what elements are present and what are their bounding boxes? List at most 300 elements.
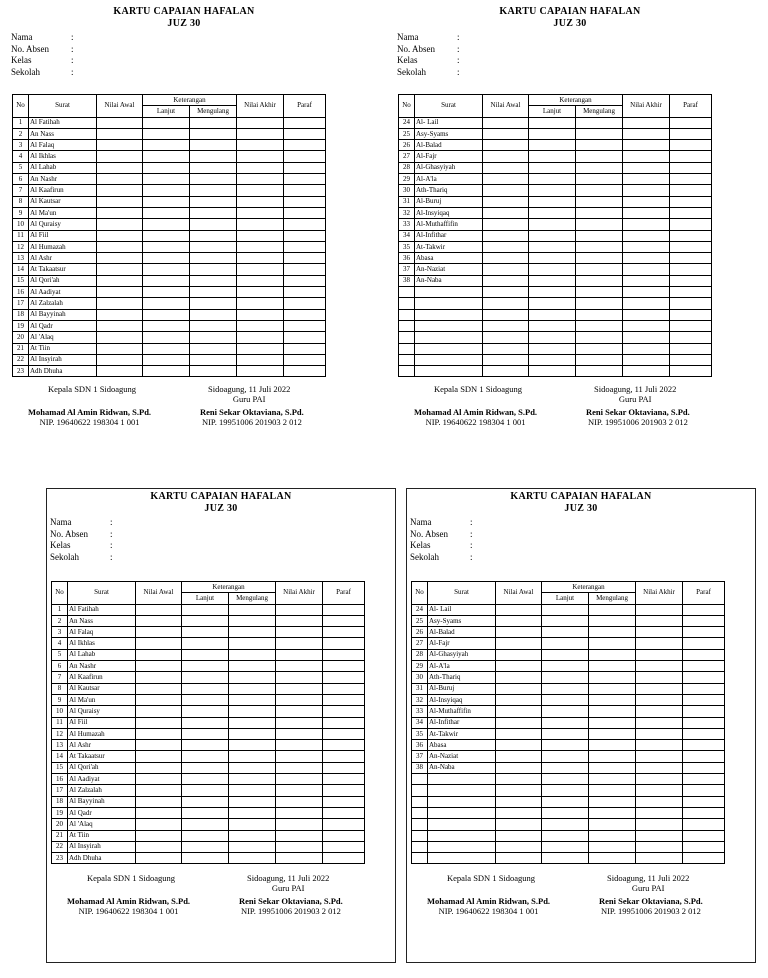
cell-surat: An Nass <box>29 128 97 139</box>
cell-nilai-akhir <box>636 774 683 785</box>
cell-no: 13 <box>13 253 29 264</box>
cell-no: 33 <box>399 219 415 230</box>
signature-left-nip: NIP. 19640622 198304 1 001 <box>438 906 539 916</box>
table-row <box>399 320 712 331</box>
cell-paraf <box>284 253 326 264</box>
table-row <box>52 717 365 728</box>
cell-lanjut <box>542 807 589 818</box>
header-paraf: Paraf <box>284 95 326 118</box>
signature-left-name: Mohamad Al Amin Ridwan, S.Pd. <box>28 407 152 417</box>
table-row <box>13 128 326 139</box>
cell-surat: An Nashr <box>29 174 97 185</box>
header-nilai-awal: Nilai Awal <box>496 582 542 605</box>
cell-surat: At-Takwir <box>428 728 496 739</box>
table-row <box>412 796 725 807</box>
cell-no: 8 <box>52 683 68 694</box>
cell-paraf <box>284 343 326 354</box>
cell-no: 30 <box>399 185 415 196</box>
cell-no: 10 <box>13 219 29 230</box>
cell-surat: Al Qori'ah <box>29 275 97 286</box>
cell-lanjut <box>182 830 229 841</box>
cell-lanjut <box>143 287 190 298</box>
cell-mengulang <box>576 354 623 365</box>
cell-surat <box>415 309 483 320</box>
table-row <box>412 638 725 649</box>
cell-lanjut <box>529 128 576 139</box>
table-row <box>399 174 712 185</box>
cell-nilai-awal <box>496 751 542 762</box>
cell-mengulang <box>190 264 237 275</box>
cell-paraf <box>670 343 712 354</box>
header-surat: Surat <box>428 582 496 605</box>
cell-surat: Al Humazah <box>29 241 97 252</box>
cell-surat: Al Insyirah <box>68 841 136 852</box>
cell-lanjut <box>529 196 576 207</box>
cell-nilai-akhir <box>276 706 323 717</box>
cell-mengulang <box>190 366 237 377</box>
cell-mengulang <box>589 796 636 807</box>
cell-mengulang <box>589 728 636 739</box>
cell-nilai-akhir <box>276 604 323 615</box>
cell-mengulang <box>589 830 636 841</box>
cell-paraf <box>284 320 326 331</box>
cell-no: 25 <box>412 615 428 626</box>
cell-paraf <box>683 774 725 785</box>
cell-no: 37 <box>399 264 415 275</box>
table-row <box>52 627 365 638</box>
cell-lanjut <box>182 819 229 830</box>
table-row <box>399 151 712 162</box>
cell-paraf <box>323 627 365 638</box>
cell-paraf <box>670 207 712 218</box>
cell-no: 2 <box>13 128 29 139</box>
cell-no: 35 <box>399 241 415 252</box>
cell-nilai-akhir <box>636 740 683 751</box>
header-mengulang: Mengulang <box>190 106 237 117</box>
signature-right-block <box>208 384 290 404</box>
cell-surat: Al Humazah <box>68 728 136 739</box>
cell-nilai-akhir <box>276 830 323 841</box>
cell-lanjut <box>529 185 576 196</box>
cell-no: 29 <box>399 174 415 185</box>
info-colon: : <box>457 43 460 54</box>
cell-nilai-akhir <box>276 819 323 830</box>
cell-no <box>399 298 415 309</box>
cell-paraf <box>670 174 712 185</box>
cell-mengulang <box>589 751 636 762</box>
signature-right-name: Reni Sekar Oktaviana, S.Pd. <box>200 407 304 417</box>
cell-lanjut <box>143 162 190 173</box>
cell-no <box>399 366 415 377</box>
cell-lanjut <box>143 366 190 377</box>
signature-date: Sidoagung, 11 Juli 2022 <box>607 873 690 883</box>
cell-no: 29 <box>412 661 428 672</box>
cell-surat: Ath-Thariq <box>428 672 496 683</box>
cell-lanjut <box>529 219 576 230</box>
signature-date: Sidoagung, 11 Juli 2022 <box>247 873 330 883</box>
cell-nilai-akhir <box>623 140 670 151</box>
cell-nilai-awal <box>136 683 182 694</box>
table-row <box>52 615 365 626</box>
cell-paraf <box>683 841 725 852</box>
cell-no: 7 <box>13 185 29 196</box>
cell-nilai-awal <box>483 117 529 128</box>
cell-mengulang <box>229 762 276 773</box>
table-row <box>52 819 365 830</box>
cell-paraf <box>683 672 725 683</box>
hafalan-table <box>398 94 712 377</box>
cell-nilai-awal <box>97 185 143 196</box>
cell-mengulang <box>190 320 237 331</box>
info-label: Kelas <box>410 540 431 550</box>
signature-left-role: Kepala SDN 1 Sidoagung <box>87 873 176 883</box>
cell-paraf <box>683 615 725 626</box>
info-row <box>11 32 74 44</box>
cell-nilai-awal <box>496 649 542 660</box>
cell-surat: Al Ashr <box>68 740 136 751</box>
table-row <box>13 117 326 128</box>
cell-nilai-akhir <box>623 309 670 320</box>
cell-nilai-akhir <box>636 638 683 649</box>
signature-right-name-block <box>239 896 343 916</box>
cell-lanjut <box>182 751 229 762</box>
table-row <box>52 796 365 807</box>
cell-lanjut <box>542 706 589 717</box>
cell-mengulang <box>190 241 237 252</box>
cell-no: 9 <box>13 207 29 218</box>
cell-lanjut <box>529 332 576 343</box>
cell-nilai-akhir <box>276 774 323 785</box>
cell-surat: Abasa <box>428 740 496 751</box>
cell-nilai-akhir <box>237 343 284 354</box>
header-no: No <box>399 95 415 118</box>
table-row <box>399 253 712 264</box>
table-row <box>399 241 712 252</box>
cell-lanjut <box>529 117 576 128</box>
table-row <box>13 230 326 241</box>
cell-lanjut <box>529 287 576 298</box>
cell-nilai-akhir <box>636 762 683 773</box>
table-row <box>52 774 365 785</box>
cell-nilai-awal <box>496 661 542 672</box>
cell-no: 12 <box>13 241 29 252</box>
cell-surat: An-Naba <box>428 762 496 773</box>
cell-nilai-awal <box>483 230 529 241</box>
cell-nilai-akhir <box>623 219 670 230</box>
cell-lanjut <box>542 672 589 683</box>
cell-paraf <box>284 185 326 196</box>
info-label: No. Absen <box>397 43 435 54</box>
cell-mengulang <box>229 661 276 672</box>
cell-surat: An-Naziat <box>415 264 483 275</box>
cell-lanjut <box>182 683 229 694</box>
cell-nilai-awal <box>97 117 143 128</box>
cell-paraf <box>670 264 712 275</box>
table-row <box>13 140 326 151</box>
signature-left-block <box>67 896 190 916</box>
cell-nilai-awal <box>97 354 143 365</box>
cell-lanjut <box>529 309 576 320</box>
cell-no: 32 <box>399 207 415 218</box>
cell-nilai-awal <box>496 717 542 728</box>
cell-nilai-awal <box>97 275 143 286</box>
table-row <box>52 853 365 864</box>
cell-nilai-awal <box>97 140 143 151</box>
cell-mengulang <box>589 604 636 615</box>
cell-nilai-awal <box>136 728 182 739</box>
info-label: Nama <box>397 32 419 42</box>
cell-mengulang <box>190 354 237 365</box>
header-no: No <box>412 582 428 605</box>
cell-mengulang <box>229 774 276 785</box>
cell-lanjut <box>143 185 190 196</box>
cell-paraf <box>683 638 725 649</box>
cell-surat: An Nashr <box>68 661 136 672</box>
table-row <box>52 694 365 705</box>
cell-mengulang <box>190 140 237 151</box>
table-row <box>412 751 725 762</box>
cell-paraf <box>323 694 365 705</box>
table-header-row <box>399 95 712 106</box>
cell-paraf <box>323 796 365 807</box>
cell-paraf <box>284 207 326 218</box>
cell-lanjut <box>182 604 229 615</box>
cell-lanjut <box>182 740 229 751</box>
table-row <box>399 207 712 218</box>
cell-mengulang <box>229 638 276 649</box>
cell-no <box>412 807 428 818</box>
table-row <box>52 638 365 649</box>
cell-nilai-akhir <box>623 332 670 343</box>
cell-mengulang <box>229 683 276 694</box>
cell-nilai-awal <box>136 774 182 785</box>
cell-lanjut <box>542 796 589 807</box>
cell-nilai-akhir <box>276 841 323 852</box>
cell-mengulang <box>589 841 636 852</box>
header-mengulang: Mengulang <box>576 106 623 117</box>
cell-lanjut <box>143 128 190 139</box>
cell-paraf <box>284 117 326 128</box>
cell-nilai-akhir <box>237 185 284 196</box>
cell-surat: Al-Muthaffifin <box>428 706 496 717</box>
cell-nilai-akhir <box>623 196 670 207</box>
table-row <box>399 219 712 230</box>
cell-paraf <box>323 615 365 626</box>
cell-paraf <box>670 253 712 264</box>
cell-no: 24 <box>412 604 428 615</box>
cell-surat: At Takaatsur <box>68 751 136 762</box>
header-nilai-awal: Nilai Awal <box>97 95 143 118</box>
cell-paraf <box>284 151 326 162</box>
info-row <box>397 67 460 79</box>
hafalan-table <box>12 94 326 377</box>
info-label: Nama <box>410 517 432 527</box>
cell-lanjut <box>182 638 229 649</box>
table-header-row <box>52 582 365 593</box>
cell-nilai-awal <box>97 343 143 354</box>
cell-mengulang <box>576 128 623 139</box>
cell-lanjut <box>542 649 589 660</box>
cell-lanjut <box>182 661 229 672</box>
cell-surat: Al Kautsar <box>29 196 97 207</box>
cell-lanjut <box>182 627 229 638</box>
cell-surat: Al-Insyiqaq <box>415 207 483 218</box>
table-row <box>412 694 725 705</box>
cell-nilai-akhir <box>623 287 670 298</box>
info-colon: : <box>457 32 460 42</box>
cell-nilai-awal <box>97 309 143 320</box>
table-row <box>412 785 725 796</box>
cell-nilai-awal <box>483 332 529 343</box>
cell-paraf <box>323 762 365 773</box>
header-paraf: Paraf <box>683 582 725 605</box>
cell-nilai-awal <box>97 241 143 252</box>
table-row <box>399 354 712 365</box>
cell-lanjut <box>542 819 589 830</box>
cell-surat: Al Kaafirun <box>29 185 97 196</box>
cell-paraf <box>683 762 725 773</box>
cell-lanjut <box>143 241 190 252</box>
cell-surat: Al 'Alaq <box>68 819 136 830</box>
cell-mengulang <box>576 207 623 218</box>
cell-nilai-awal <box>496 853 542 864</box>
table-row <box>52 683 365 694</box>
cell-surat <box>428 807 496 818</box>
table-row <box>412 649 725 660</box>
cell-nilai-awal <box>97 264 143 275</box>
cell-mengulang <box>229 785 276 796</box>
cell-lanjut <box>542 728 589 739</box>
cell-mengulang <box>589 774 636 785</box>
cell-lanjut <box>143 354 190 365</box>
cell-surat <box>415 332 483 343</box>
cell-nilai-awal <box>496 807 542 818</box>
table-row <box>412 627 725 638</box>
cell-nilai-awal <box>483 128 529 139</box>
card-subtitle: JUZ 30 <box>553 18 587 29</box>
cell-nilai-awal <box>496 841 542 852</box>
cell-paraf <box>284 196 326 207</box>
info-label: Nama <box>11 32 33 42</box>
table-row <box>412 853 725 864</box>
table-row <box>412 740 725 751</box>
cell-nilai-awal <box>496 706 542 717</box>
table-row <box>52 807 365 818</box>
cell-lanjut <box>143 207 190 218</box>
cell-no: 26 <box>412 627 428 638</box>
cell-surat <box>428 819 496 830</box>
cell-lanjut <box>542 694 589 705</box>
cell-mengulang <box>190 196 237 207</box>
cell-surat: Ath-Thariq <box>415 185 483 196</box>
signature-right-role: Guru PAI <box>232 394 266 404</box>
header-mengulang: Mengulang <box>229 593 276 604</box>
info-label: No. Absen <box>50 528 88 539</box>
cell-nilai-awal <box>496 762 542 773</box>
cell-no <box>399 287 415 298</box>
signature-left-role: Kepala SDN 1 Sidoagung <box>48 384 137 394</box>
signature-right-name: Reni Sekar Oktaviana, S.Pd. <box>599 896 703 906</box>
cell-surat: Al Fiil <box>29 230 97 241</box>
cell-surat <box>415 343 483 354</box>
table-row <box>52 785 365 796</box>
cell-paraf <box>683 717 725 728</box>
signature-right-nip: NIP. 19951006 201903 2 012 <box>587 417 688 427</box>
cell-surat: Al-Buruj <box>415 196 483 207</box>
cell-nilai-akhir <box>636 661 683 672</box>
cell-surat: Al Lahab <box>29 162 97 173</box>
header-nilai-akhir: Nilai Akhir <box>636 582 683 605</box>
table-row <box>399 366 712 377</box>
cell-nilai-akhir <box>623 253 670 264</box>
cell-paraf <box>670 151 712 162</box>
cell-no: 31 <box>412 683 428 694</box>
cell-paraf <box>670 298 712 309</box>
table-row <box>399 162 712 173</box>
header-no: No <box>13 95 29 118</box>
cell-surat <box>428 853 496 864</box>
signature-right-name-block <box>586 407 690 427</box>
cell-mengulang <box>190 230 237 241</box>
cell-mengulang <box>229 615 276 626</box>
signature-left-name: Mohamad Al Amin Ridwan, S.Pd. <box>414 407 538 417</box>
cell-nilai-awal <box>483 253 529 264</box>
cell-mengulang <box>589 706 636 717</box>
cell-nilai-akhir <box>237 207 284 218</box>
cell-nilai-awal <box>496 627 542 638</box>
cell-nilai-akhir <box>636 694 683 705</box>
cell-nilai-akhir <box>237 140 284 151</box>
cell-lanjut <box>143 151 190 162</box>
cell-no: 6 <box>13 174 29 185</box>
cell-nilai-awal <box>97 253 143 264</box>
cell-nilai-akhir <box>237 253 284 264</box>
info-label: No. Absen <box>410 528 448 539</box>
cell-mengulang <box>229 819 276 830</box>
table-row <box>412 615 725 626</box>
cell-no: 22 <box>52 841 68 852</box>
info-colon: : <box>110 540 113 550</box>
table-row <box>399 343 712 354</box>
cell-lanjut <box>143 219 190 230</box>
cell-lanjut <box>529 343 576 354</box>
card-bottom-right <box>406 488 756 963</box>
cell-paraf <box>683 740 725 751</box>
info-colon: : <box>71 43 74 54</box>
cell-paraf <box>323 728 365 739</box>
cell-no: 27 <box>412 638 428 649</box>
cell-no: 3 <box>52 627 68 638</box>
cell-paraf <box>683 649 725 660</box>
cell-no <box>399 332 415 343</box>
cell-mengulang <box>589 649 636 660</box>
table-row <box>399 128 712 139</box>
cell-nilai-awal <box>483 354 529 365</box>
cell-nilai-akhir <box>623 230 670 241</box>
signature-right-name: Reni Sekar Oktaviana, S.Pd. <box>239 896 343 906</box>
cell-mengulang <box>576 332 623 343</box>
cell-nilai-akhir <box>636 683 683 694</box>
signature-date: Sidoagung, 11 Juli 2022 <box>208 384 291 394</box>
cell-mengulang <box>589 672 636 683</box>
cell-lanjut <box>529 140 576 151</box>
cell-surat: Al Kautsar <box>68 683 136 694</box>
cell-paraf <box>670 332 712 343</box>
cell-surat: Al Ikhlas <box>29 151 97 162</box>
cell-lanjut <box>529 253 576 264</box>
cell-surat: An-Naba <box>415 275 483 286</box>
cell-lanjut <box>182 841 229 852</box>
